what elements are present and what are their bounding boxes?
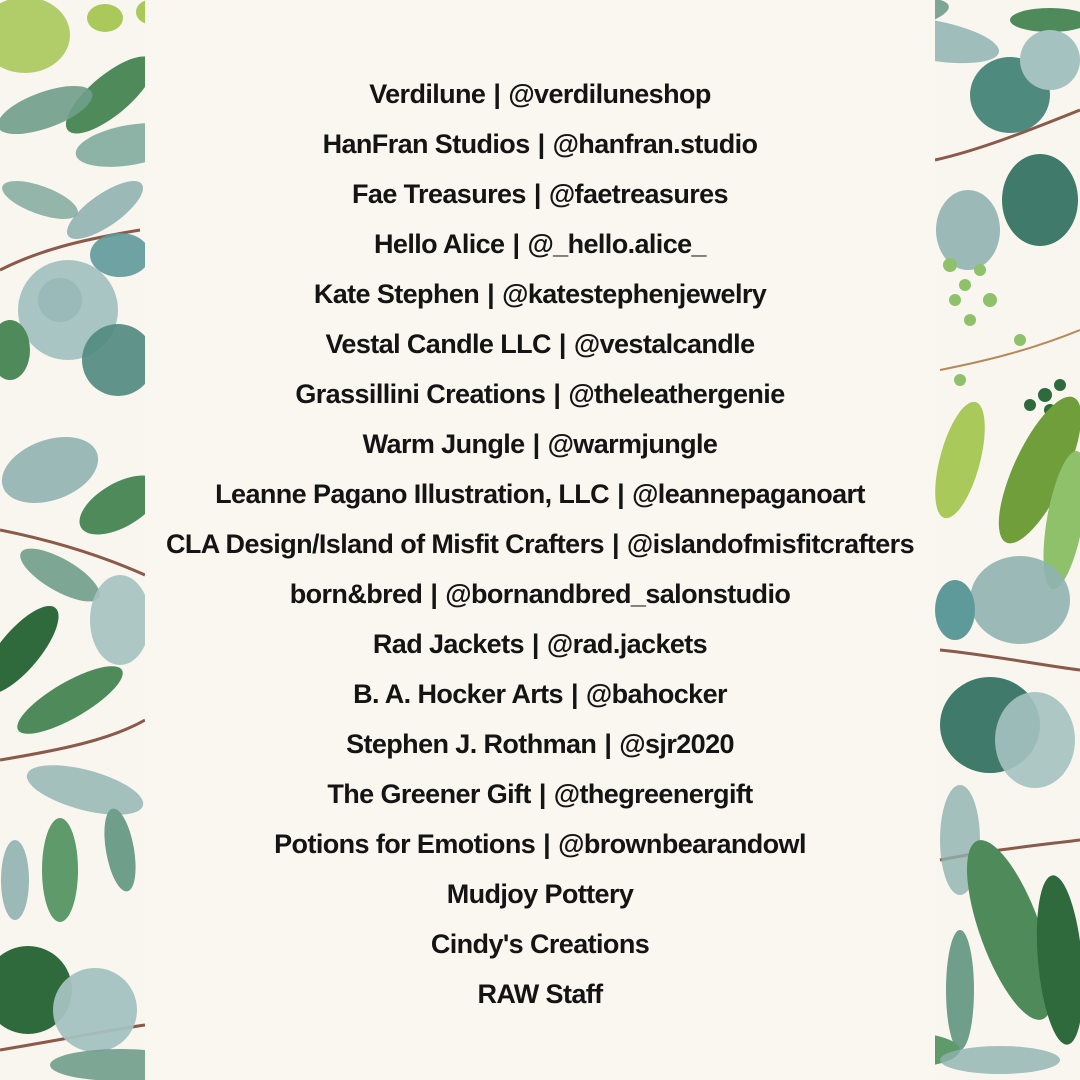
vendor-row (0, 369, 1080, 419)
vendor-handle: @islandofmisfitcrafters (626, 529, 915, 559)
vendor-row (0, 519, 1080, 569)
vendor-row (0, 269, 1080, 319)
separator: | (532, 429, 540, 459)
separator: | (430, 579, 438, 609)
vendor-row (0, 119, 1080, 169)
vendor-handle: @faetreasures (548, 179, 728, 209)
separator: | (537, 129, 545, 159)
separator: | (543, 829, 551, 859)
vendor-name: RAW Staff (477, 979, 603, 1009)
vendor-row (0, 169, 1080, 219)
vendor-row (0, 769, 1080, 819)
vendor-row (0, 869, 1080, 919)
vendor-handle: @bahocker (585, 679, 727, 709)
vendor-row (0, 69, 1080, 119)
separator: | (617, 479, 625, 509)
separator: | (553, 379, 561, 409)
separator: | (611, 529, 619, 559)
separator: | (604, 729, 612, 759)
vendor-name: CLA Design/Island of Misfit Crafters (165, 529, 604, 559)
vendor-handle: @sjr2020 (619, 729, 734, 759)
vendor-handle: @bornandbred_salonstudio (445, 579, 791, 609)
vendor-handle: @leannepaganoart (632, 479, 865, 509)
vendor-row (0, 919, 1080, 969)
vendor-handle: @hanfran.studio (552, 129, 758, 159)
vendor-list (0, 69, 1080, 1019)
vendor-name: Verdilune (369, 79, 486, 109)
separator: | (512, 229, 520, 259)
vendor-name: Mudjoy Pottery (446, 879, 634, 909)
vendor-name: born&bred (289, 579, 423, 609)
vendor-name: Cindy's Creations (430, 929, 650, 959)
vendor-row (0, 469, 1080, 519)
vendor-name: Hello Alice (374, 229, 505, 259)
separator: | (493, 79, 501, 109)
vendor-handle: @vestalcandle (573, 329, 755, 359)
vendor-row (0, 619, 1080, 669)
vendor-handle: @verdiluneshop (508, 79, 711, 109)
separator: | (570, 679, 578, 709)
vendor-handle: @rad.jackets (546, 629, 708, 659)
vendor-row (0, 569, 1080, 619)
vendor-row (0, 669, 1080, 719)
vendor-name: Fae Treasures (352, 179, 526, 209)
vendor-handle: @thegreenergift (553, 779, 753, 809)
vendor-name: The Greener Gift (327, 779, 531, 809)
separator: | (538, 779, 546, 809)
vendor-row (0, 719, 1080, 769)
separator: | (558, 329, 566, 359)
vendor-name: Warm Jungle (362, 429, 525, 459)
vendor-row (0, 969, 1080, 1019)
vendor-row (0, 819, 1080, 869)
separator: | (487, 279, 495, 309)
vendor-handle: @brownbearandowl (558, 829, 806, 859)
separator: | (531, 629, 539, 659)
vendor-name: B. A. Hocker Arts (353, 679, 563, 709)
vendor-name: Grassillini Creations (295, 379, 546, 409)
vendor-name: Vestal Candle LLC (325, 329, 551, 359)
vendor-row (0, 419, 1080, 469)
vendor-row (0, 319, 1080, 369)
separator: | (533, 179, 541, 209)
vendor-handle: @theleathergenie (568, 379, 785, 409)
vendor-name: Kate Stephen (313, 279, 480, 309)
vendor-name: Rad Jackets (372, 629, 524, 659)
vendor-name: HanFran Studios (322, 129, 530, 159)
vendor-name: Leanne Pagano Illustration, LLC (215, 479, 610, 509)
vendor-row (0, 219, 1080, 269)
vendor-name: Potions for Emotions (274, 829, 536, 859)
vendor-handle: @katestephenjewelry (502, 279, 767, 309)
vendor-name: Stephen J. Rothman (346, 729, 597, 759)
vendor-handle: @_hello.alice_ (527, 229, 706, 259)
vendor-handle: @warmjungle (547, 429, 718, 459)
